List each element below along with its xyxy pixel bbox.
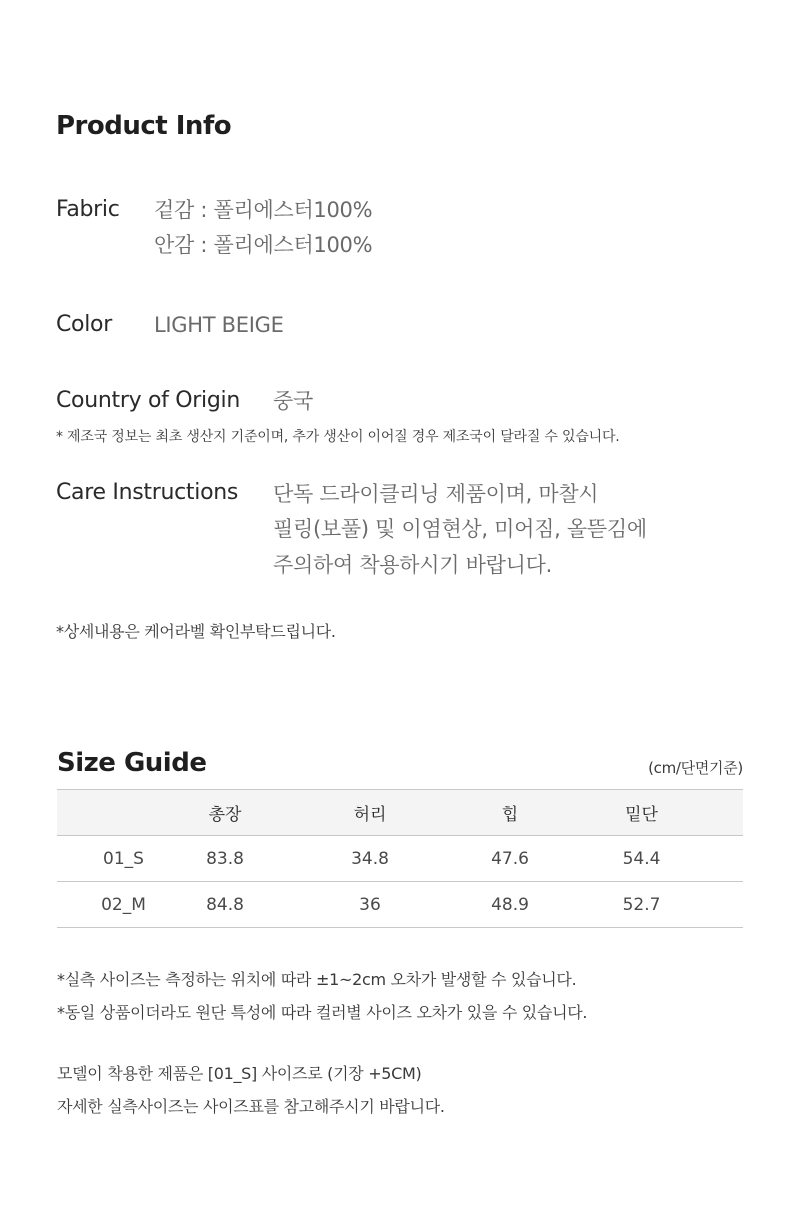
size-guide-title: Size Guide [57, 748, 207, 778]
origin-value: 중국 [273, 389, 313, 413]
model-note-1: 모델이 착용한 제품은 [01_S] 사이즈로 (기장 +5CM) [57, 1064, 422, 1083]
origin-note: * 제조국 정보는 최초 생산지 기준이며, 추가 생산이 이어질 경우 제조국이 달라질 수 있습니다. [56, 429, 620, 445]
size-header-length: 총장 [190, 790, 260, 836]
size-table-header-row [57, 790, 743, 836]
size-header-waist: 허리 [260, 790, 480, 836]
color-label: Color [56, 312, 112, 337]
size-hip-cell: 47.6 [480, 836, 540, 882]
size-header-hip: 힙 [480, 790, 540, 836]
size-name-cell: 02_M [57, 882, 190, 928]
product-info-title: Product Info [56, 111, 232, 141]
size-note-2: *동일 상품이더라도 원단 특성에 따라 컬러별 사이즈 오차가 있을 수 있습니다. [57, 1003, 588, 1022]
size-header-hem: 밑단 [540, 790, 743, 836]
size-hem-cell: 54.4 [540, 836, 743, 882]
size-waist-cell: 36 [260, 882, 480, 928]
table-row [57, 882, 743, 928]
size-waist-cell: 34.8 [260, 836, 480, 882]
care-line-1: 단독 드라이클리닝 제품이며, 마찰시 [273, 482, 599, 506]
care-line-2: 필링(보풀) 및 이염현상, 미어짐, 올뜯김에 [273, 517, 647, 541]
color-value: LIGHT BEIGE [154, 313, 284, 337]
size-hip-cell: 48.9 [480, 882, 540, 928]
size-name-cell: 01_S [57, 836, 190, 882]
size-hem-cell: 52.7 [540, 882, 743, 928]
size-note-1: *실측 사이즈는 측정하는 위치에 따라 ±1~2cm 오차가 발생할 수 있습니다. [57, 970, 577, 989]
table-row [57, 836, 743, 882]
care-line-3: 주의하여 착용하시기 바랍니다. [273, 553, 552, 577]
size-header-blank [57, 790, 190, 836]
size-length-cell: 83.8 [190, 836, 260, 882]
size-unit-note: (cm/단면기준) [648, 759, 743, 777]
origin-label: Country of Origin [56, 388, 240, 413]
fabric-line-lining: 안감 : 폴리에스터100% [154, 233, 373, 257]
fabric-line-outer: 겉감 : 폴리에스터100% [154, 198, 373, 222]
size-length-cell: 84.8 [190, 882, 260, 928]
size-table [57, 789, 743, 928]
fabric-label: Fabric [56, 197, 120, 222]
care-label: Care Instructions [56, 480, 239, 505]
model-note-2: 자세한 실측사이즈는 사이즈표를 참고해주시기 바랍니다. [57, 1097, 445, 1116]
care-note: *상세내용은 케어라벨 확인부탁드립니다. [56, 622, 336, 641]
